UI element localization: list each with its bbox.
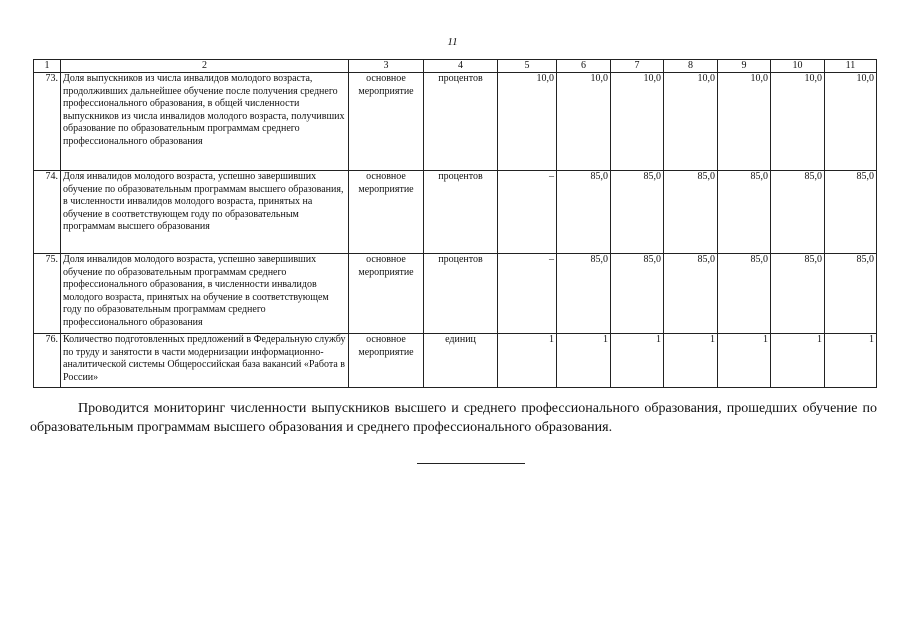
row-number: 75.: [34, 254, 61, 334]
value-cell: –: [498, 171, 557, 254]
value-cell: 85,0: [664, 171, 718, 254]
value-cell: 85,0: [557, 171, 611, 254]
column-number-header: 11: [825, 60, 877, 73]
row-number: 74.: [34, 171, 61, 254]
activity-type: основное мероприятие: [349, 334, 424, 388]
value-cell: 10,0: [611, 73, 664, 171]
unit: процентов: [424, 73, 498, 171]
value-cell: –: [498, 254, 557, 334]
value-cell: 1: [557, 334, 611, 388]
unit: процентов: [424, 254, 498, 334]
unit: процентов: [424, 171, 498, 254]
indicators-table: [33, 59, 877, 388]
value-cell: 10,0: [771, 73, 825, 171]
value-cell: 10,0: [825, 73, 877, 171]
value-cell: 1: [825, 334, 877, 388]
value-cell: 85,0: [771, 254, 825, 334]
unit: единиц: [424, 334, 498, 388]
value-cell: 85,0: [557, 254, 611, 334]
column-number-header: 2: [61, 60, 349, 73]
value-cell: 1: [718, 334, 771, 388]
value-cell: 10,0: [557, 73, 611, 171]
value-cell: 10,0: [664, 73, 718, 171]
value-cell: 85,0: [611, 254, 664, 334]
column-number-header: 8: [664, 60, 718, 73]
table-row: [34, 73, 877, 171]
page-number: 11: [447, 36, 458, 48]
activity-type: основное мероприятие: [349, 73, 424, 171]
indicator-name: Доля инвалидов молодого возраста, успешно завершивших обучение по образовательным программам высшего образования, в численности инвалидов молодого возраста, принятых на обучение в соответствующем году по образовательным программам высшего образования: [61, 171, 349, 254]
activity-type: основное мероприятие: [349, 254, 424, 334]
indicator-name: Количество подготовленных предложений в Федеральную службу по труду и занятости в части модернизации информационно-аналитической системы Общероссийская база вакансий «Работа в России»: [61, 334, 349, 388]
indicator-name: Доля выпускников из числа инвалидов молодого возраста, продолживших дальнейшее обучение после получения среднего профессионального образования, в общей численности выпускников из числа инвалидов молодого возраста, получивших образование по образовательным программам среднего профессионального образования: [61, 73, 349, 171]
table-row: [34, 171, 877, 254]
value-cell: 85,0: [771, 171, 825, 254]
value-cell: 10,0: [718, 73, 771, 171]
column-number-header: 10: [771, 60, 825, 73]
value-cell: 85,0: [825, 171, 877, 254]
column-number-header: 1: [34, 60, 61, 73]
column-number-header: 5: [498, 60, 557, 73]
indicator-name: Доля инвалидов молодого возраста, успешно завершивших обучение по образовательным программам среднего профессионального образования, в численности инвалидов молодого возраста, принятых на обучение в соответствующем году по образовательным программам среднего профессионального образования: [61, 254, 349, 334]
value-cell: 1: [611, 334, 664, 388]
value-cell: 85,0: [664, 254, 718, 334]
value-cell: 85,0: [718, 254, 771, 334]
table-row: [34, 254, 877, 334]
activity-type: основное мероприятие: [349, 171, 424, 254]
value-cell: 1: [498, 334, 557, 388]
column-number-header: 4: [424, 60, 498, 73]
closing-divider: [417, 463, 525, 464]
value-cell: 85,0: [611, 171, 664, 254]
column-number-header: 7: [611, 60, 664, 73]
table-row: [34, 334, 877, 388]
monitoring-paragraph: Проводится мониторинг численности выпускников высшего и среднего профессионального образования, прошедших обучение по образовательным программам высшего образования и среднего профессионального образования.: [30, 401, 877, 435]
value-cell: 85,0: [718, 171, 771, 254]
value-cell: 85,0: [825, 254, 877, 334]
column-number-header: 3: [349, 60, 424, 73]
row-number: 73.: [34, 73, 61, 171]
value-cell: 10,0: [498, 73, 557, 171]
value-cell: 1: [771, 334, 825, 388]
column-number-header: 9: [718, 60, 771, 73]
row-number: 76.: [34, 334, 61, 388]
value-cell: 1: [664, 334, 718, 388]
column-number-header: 6: [557, 60, 611, 73]
table-header-row: [34, 60, 877, 73]
